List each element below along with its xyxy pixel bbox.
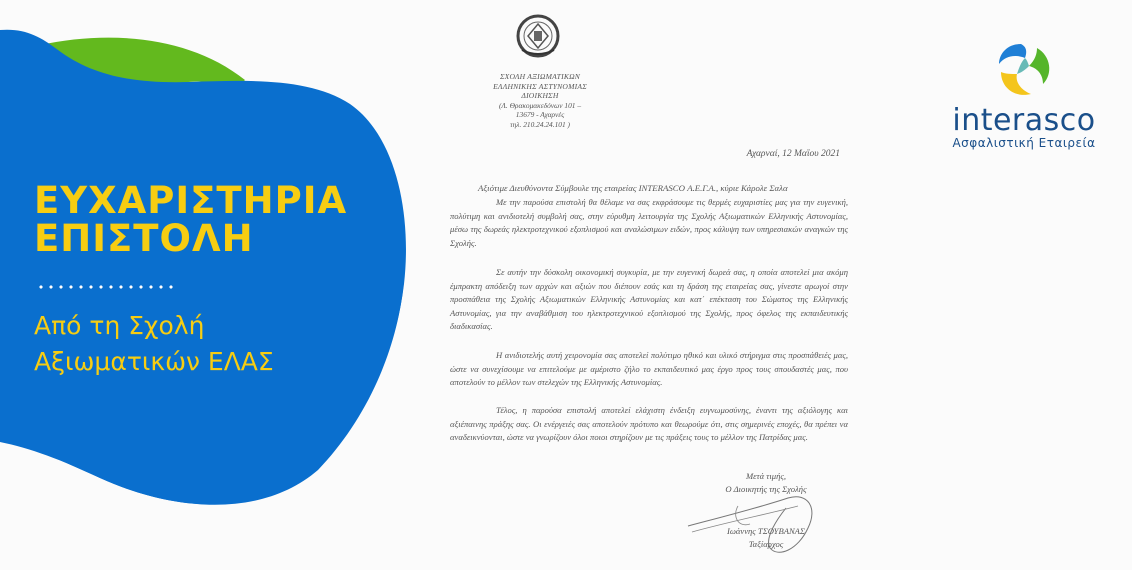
headline-line-2: ΕΠΙΣΤΟΛΗ xyxy=(34,217,254,260)
subtitle-line-2: Αξιωματικών ΕΛΑΣ xyxy=(34,347,274,376)
headline xyxy=(34,179,348,260)
paragraph-3: Η ανιδιοτελής αυτή χειρονομία σας αποτελεί πολύτιμο ηθικό και υλικό στήριγμα στις προσπάθειές μας, ώστε να συνεχίσουμε να επιτελούμε με αμέριστο ζήλο το εκπαιδευτικό μας έργο προς τους σπουδαστές μας, που αποτελούν το μέλλον των στελεχών της Ελληνικής Αστυνομίας. xyxy=(450,350,848,388)
sender-line-4: (Λ. Θρακομακεδόνων 101 – xyxy=(498,100,582,110)
interasco-logo xyxy=(940,38,1108,150)
logo-name: interasco xyxy=(952,103,1096,138)
police-emblem-icon xyxy=(516,14,560,58)
letter-date: Αχαρναί, 12 Μαΐου 2021 xyxy=(746,149,840,159)
sender-line-6: τηλ. 210.24.24.101 ) xyxy=(509,119,570,129)
signer-name: Ιωάννης ΤΣΟΥΒΑΝΑΣ xyxy=(726,526,806,536)
salutation: Αξιότιμε Διευθύνοντα Σύμβουλε της εταιρείας INTERASCO Α.Ε.Γ.Α., κύριε Κάρολε Σαλα xyxy=(478,183,788,193)
letter xyxy=(430,0,850,570)
sender-address xyxy=(450,72,630,129)
logo-tagline: Ασφαλιστική Εταιρεία xyxy=(952,136,1096,150)
sender-line-3: ΔΙΟΙΚΗΣΗ xyxy=(521,91,559,100)
closing-line-2: Ο Διοικητής της Σχολής xyxy=(725,484,807,494)
sender-line-5: 13679 - Αχαρνές xyxy=(515,110,565,119)
sender-line-2: ΕΛΛΗΝΙΚΗΣ ΑΣΤΥΝΟΜΙΑΣ xyxy=(493,81,587,91)
paragraph-1: Με την παρούσα επιστολή θα θέλαμε να σας εκφράσουμε τις θερμές ευχαριστίες μας για την ευγενική, πολύτιμη και ανιδιοτελή συμβολή σας, στην εύρυθμη λειτουργία της Σχολής Αξιωματικών Ελληνικής Αστυνομίας, μέσω της δωρεάς ηλεκτροτεχνικού εξοπλισμού και αναλώσιμων ειδών, προς κάλυψη των υπηρεσιακών αναγκών της Σχολής. xyxy=(450,197,848,248)
swirl-logo-icon xyxy=(987,38,1061,102)
closing-line-1: Μετά τιμής, xyxy=(746,471,786,481)
dotted-divider xyxy=(36,284,178,290)
paragraph-2: Σε αυτήν την δύσκολη οικονομική συγκυρία, με την ευγενική δωρεά σας, η οποία αποτελεί μια ακόμη έμπρακτη απόδειξη των αρχών και αξιών που διέπουν εσάς και τη δράση της εταιρείας σας, γίνεστε αρωγοί στην προσπάθεια της Σχολής Αξιωματικών Ελληνικής Αστυνομίας και κατ΄ επέκταση του Σώματος της Ελληνικής Αστυνομίας, για την αναβάθμιση του ηλεκτροτεχνικού εξοπλισμού της Σχολής, προς όφελος της εκπαιδευτικής διαδικασίας. xyxy=(450,267,848,332)
signer xyxy=(696,525,836,551)
sender-line-1: ΣΧΟΛΗ ΑΞΙΩΜΑΤΙΚΩΝ xyxy=(499,72,581,81)
paragraph-4: Τέλος, η παρούσα επιστολή αποτελεί ελάχιστη ένδειξη ευγνωμοσύνης, έναντι της αξιόλογης και αξιέπαινης πράξης σας. Οι ενέργειές σας αποτελούν πρότυπο και θεωρούμε ότι, στις σημερινές εποχές, θα πρέπει να αναδεικνύονται, ώστε να γνωρίζουν όλοι ποιοι στηρίζουν με τις πράξεις τους το μέλλον της Πατρίδας μας. xyxy=(450,405,848,443)
headline-line-1: ΕΥΧΑΡΙΣΤΗΡΙΑ xyxy=(34,179,348,222)
subtitle xyxy=(34,308,274,380)
subtitle-line-1: Από τη Σχολή xyxy=(34,311,205,340)
signer-rank: Ταξίαρχος xyxy=(748,539,784,549)
